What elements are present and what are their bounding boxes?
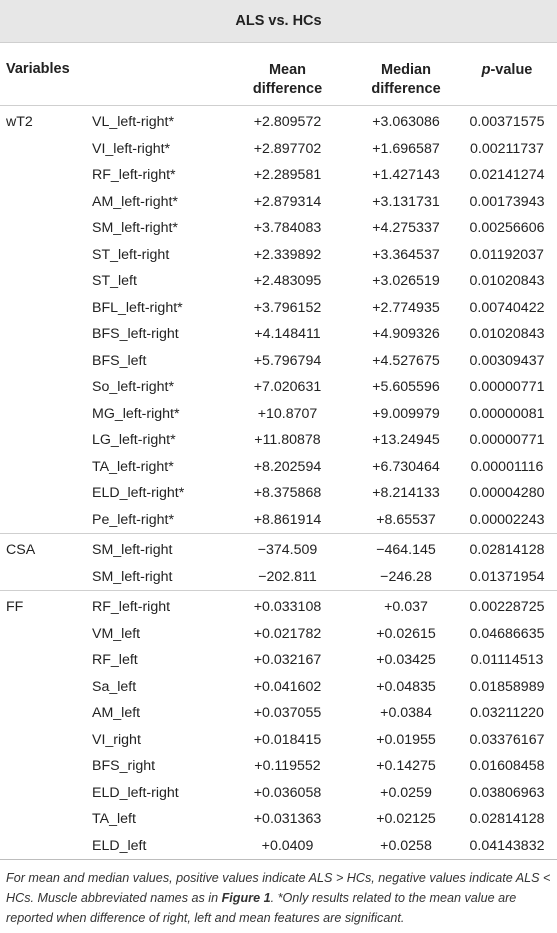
cell-variable: SM_left-right*	[92, 220, 178, 237]
table-row	[0, 295, 557, 322]
cell-median-difference: +2.774935	[372, 299, 440, 316]
cell-variable: BFS_left	[92, 352, 147, 369]
cell-median-difference: +6.730464	[372, 458, 440, 475]
cell-median-difference: +1.427143	[372, 167, 440, 184]
cell-variable: RF_left-right*	[92, 167, 176, 184]
cell-p-value: 0.00211737	[470, 140, 544, 157]
cell-variable: MG_left-right*	[92, 405, 180, 422]
cell-mean-difference: +8.202594	[253, 458, 322, 475]
cell-mean-difference: +0.041602	[253, 678, 322, 695]
cell-p-value: 0.04143832	[469, 837, 545, 854]
cell-median-difference: +0.01955	[376, 731, 436, 748]
cell-mean-difference: +2.289581	[253, 167, 322, 184]
cell-median-difference: +0.02615	[376, 625, 436, 642]
table-row	[0, 374, 557, 401]
cell-median-difference: +8.214133	[372, 485, 440, 502]
cell-variable: ELD_left-right*	[92, 485, 185, 502]
table-header	[0, 43, 557, 106]
cell-group: CSA	[6, 542, 36, 559]
cell-p-value: 0.02141274	[469, 167, 545, 184]
cell-variable: SM_left-right	[92, 568, 173, 585]
cell-p-value: 0.00002243	[469, 511, 545, 528]
cell-mean-difference: +10.8707	[257, 405, 318, 422]
cell-p-value: 0.03211220	[470, 705, 544, 722]
cell-mean-difference: +3.784083	[253, 220, 322, 237]
table-row	[0, 507, 557, 535]
table-row	[0, 348, 557, 375]
cell-mean-difference: +7.020631	[253, 379, 322, 396]
cell-variable: AM_left-right*	[92, 193, 178, 210]
cell-median-difference: +3.364537	[372, 246, 440, 263]
table-row	[0, 700, 557, 727]
table-row	[0, 454, 557, 481]
cell-p-value: 0.04686635	[469, 625, 545, 642]
cell-p-value: 0.02814128	[469, 811, 545, 828]
cell-p-value: 0.00000771	[469, 432, 545, 449]
cell-variable: Pe_left-right*	[92, 511, 175, 528]
cell-p-value: 0.01020843	[469, 326, 545, 343]
cell-median-difference: +4.909326	[372, 326, 440, 343]
cell-p-value: 0.01114513	[470, 652, 544, 669]
cell-p-value: 0.00371575	[469, 114, 545, 131]
table-row	[0, 189, 557, 216]
cell-median-difference: +0.04835	[376, 678, 436, 695]
cell-p-value: 0.01858989	[469, 678, 545, 695]
cell-mean-difference: +0.031363	[253, 811, 322, 828]
table-row	[0, 833, 557, 861]
cell-mean-difference: +2.809572	[253, 114, 322, 131]
cell-variable: So_left-right*	[92, 379, 175, 396]
cell-median-difference: +0.02125	[376, 811, 436, 828]
cell-variable: VM_left	[92, 625, 141, 642]
cell-mean-difference: +4.148411	[254, 326, 321, 343]
cell-median-difference: +0.03425	[376, 652, 436, 669]
cell-mean-difference: +0.032167	[253, 652, 322, 669]
cell-median-difference: +0.0384	[380, 705, 432, 722]
header-mean-difference: Mean difference	[252, 62, 323, 97]
cell-variable: ST_left	[92, 273, 137, 290]
table-row	[0, 242, 557, 269]
cell-mean-difference: +2.897702	[253, 140, 322, 157]
cell-p-value: 0.00001116	[470, 458, 544, 475]
cell-median-difference: +0.14275	[376, 758, 436, 775]
cell-mean-difference: +0.0409	[261, 837, 314, 854]
cell-median-difference: +4.527675	[372, 352, 440, 369]
cell-mean-difference: −202.811	[258, 568, 317, 585]
table-row	[0, 806, 557, 833]
table-row	[0, 480, 557, 507]
cell-variable: VI_right	[92, 731, 141, 748]
cell-mean-difference: +5.796794	[253, 352, 322, 369]
cell-variable: RF_left-right	[92, 599, 171, 616]
cell-variable: RF_left	[92, 652, 138, 669]
cell-p-value: 0.00000081	[469, 405, 545, 422]
cell-median-difference: +9.009979	[372, 405, 440, 422]
cell-variable: ST_left-right	[92, 246, 170, 263]
cell-median-difference: +5.605596	[372, 379, 440, 396]
cell-variable: BFS_left-right	[92, 326, 179, 343]
header-median-difference: Median difference	[371, 62, 441, 97]
cell-variable: VI_left-right*	[92, 140, 171, 157]
table-footnote: For mean and median values, positive values indicate ALS > HCs, negative values indicate ALS < HCs. Muscle abbreviated names as in Figure 1. *Only results related to the mean value are reported when difference of right, left and mean features are significant.	[6, 871, 551, 925]
cell-mean-difference: +0.036058	[253, 784, 322, 801]
cell-p-value: 0.02814128	[469, 542, 545, 559]
table-row	[0, 780, 557, 807]
cell-median-difference: +3.063086	[372, 114, 440, 131]
cell-variable: SM_left-right	[92, 542, 173, 559]
table-row	[0, 427, 557, 454]
cell-mean-difference: +8.861914	[253, 511, 322, 528]
cell-mean-difference: +0.119552	[254, 758, 321, 775]
cell-p-value: 0.00740422	[469, 299, 545, 316]
table-row	[0, 647, 557, 674]
cell-mean-difference: +11.80878	[254, 432, 321, 449]
cell-p-value: 0.00228725	[469, 599, 545, 616]
cell-p-value: 0.00256606	[469, 220, 545, 237]
cell-median-difference: +0.037	[384, 599, 428, 616]
table-row	[0, 401, 557, 428]
cell-p-value: 0.01608458	[469, 758, 545, 775]
header-p-value: p-value	[481, 62, 533, 78]
table-row	[0, 215, 557, 242]
cell-p-value: 0.00004280	[469, 485, 545, 502]
cell-median-difference: +3.131731	[372, 193, 440, 210]
cell-mean-difference: +2.339892	[253, 246, 322, 263]
table-row	[0, 621, 557, 648]
cell-mean-difference: +8.375868	[253, 485, 322, 502]
cell-group: FF	[6, 599, 24, 616]
table-row	[0, 753, 557, 780]
cell-median-difference: +0.0259	[380, 784, 432, 801]
cell-p-value: 0.01371954	[469, 568, 545, 585]
cell-median-difference: +0.0258	[380, 837, 432, 854]
table-row	[0, 268, 557, 295]
table-body	[0, 109, 557, 860]
cell-mean-difference: +0.021782	[253, 625, 322, 642]
cell-p-value: 0.01020843	[469, 273, 545, 290]
cell-variable: VL_left-right*	[92, 114, 175, 131]
cell-mean-difference: +3.796152	[253, 299, 322, 316]
cell-p-value: 0.00309437	[469, 352, 545, 369]
table-row	[0, 321, 557, 348]
cell-variable: BFS_right	[92, 758, 156, 775]
cell-median-difference: −246.28	[380, 568, 432, 585]
cell-mean-difference: −374.509	[257, 542, 318, 559]
table-row	[0, 727, 557, 754]
cell-p-value: 0.00173943	[469, 193, 545, 210]
header-variables: Variables	[6, 61, 70, 77]
cell-mean-difference: +2.879314	[253, 193, 322, 210]
cell-median-difference: +8.65537	[376, 511, 436, 528]
cell-median-difference: +3.026519	[372, 273, 440, 290]
cell-variable: ELD_left	[92, 837, 147, 854]
cell-p-value: 0.00000771	[469, 379, 545, 396]
cell-variable: AM_left	[92, 705, 141, 722]
cell-median-difference: −464.145	[376, 542, 436, 559]
table-row	[0, 162, 557, 189]
table-row	[0, 594, 557, 621]
cell-variable: ELD_left-right	[92, 784, 179, 801]
cell-median-difference: +13.24945	[372, 432, 440, 449]
cell-variable: Sa_left	[92, 678, 137, 695]
cell-median-difference: +1.696587	[372, 140, 440, 157]
cell-variable: BFL_left-right*	[92, 299, 183, 316]
table-row	[0, 537, 557, 564]
table-row	[0, 564, 557, 592]
cell-mean-difference: +2.483095	[253, 273, 322, 290]
cell-variable: LG_left-right*	[92, 432, 176, 449]
cell-median-difference: +4.275337	[372, 220, 440, 237]
table-row	[0, 109, 557, 136]
cell-p-value: 0.03806963	[469, 784, 545, 801]
cell-variable: TA_left	[92, 811, 136, 828]
cell-variable: TA_left-right*	[92, 458, 174, 475]
cell-mean-difference: +0.033108	[253, 599, 322, 616]
table-row	[0, 136, 557, 163]
cell-group: wT2	[6, 114, 33, 131]
cell-p-value: 0.01192037	[470, 246, 544, 263]
cell-p-value: 0.03376167	[469, 731, 545, 748]
cell-mean-difference: +0.018415	[253, 731, 322, 748]
cell-mean-difference: +0.037055	[253, 705, 322, 722]
table-row	[0, 674, 557, 701]
table-title: ALS vs. HCs	[0, 0, 557, 43]
